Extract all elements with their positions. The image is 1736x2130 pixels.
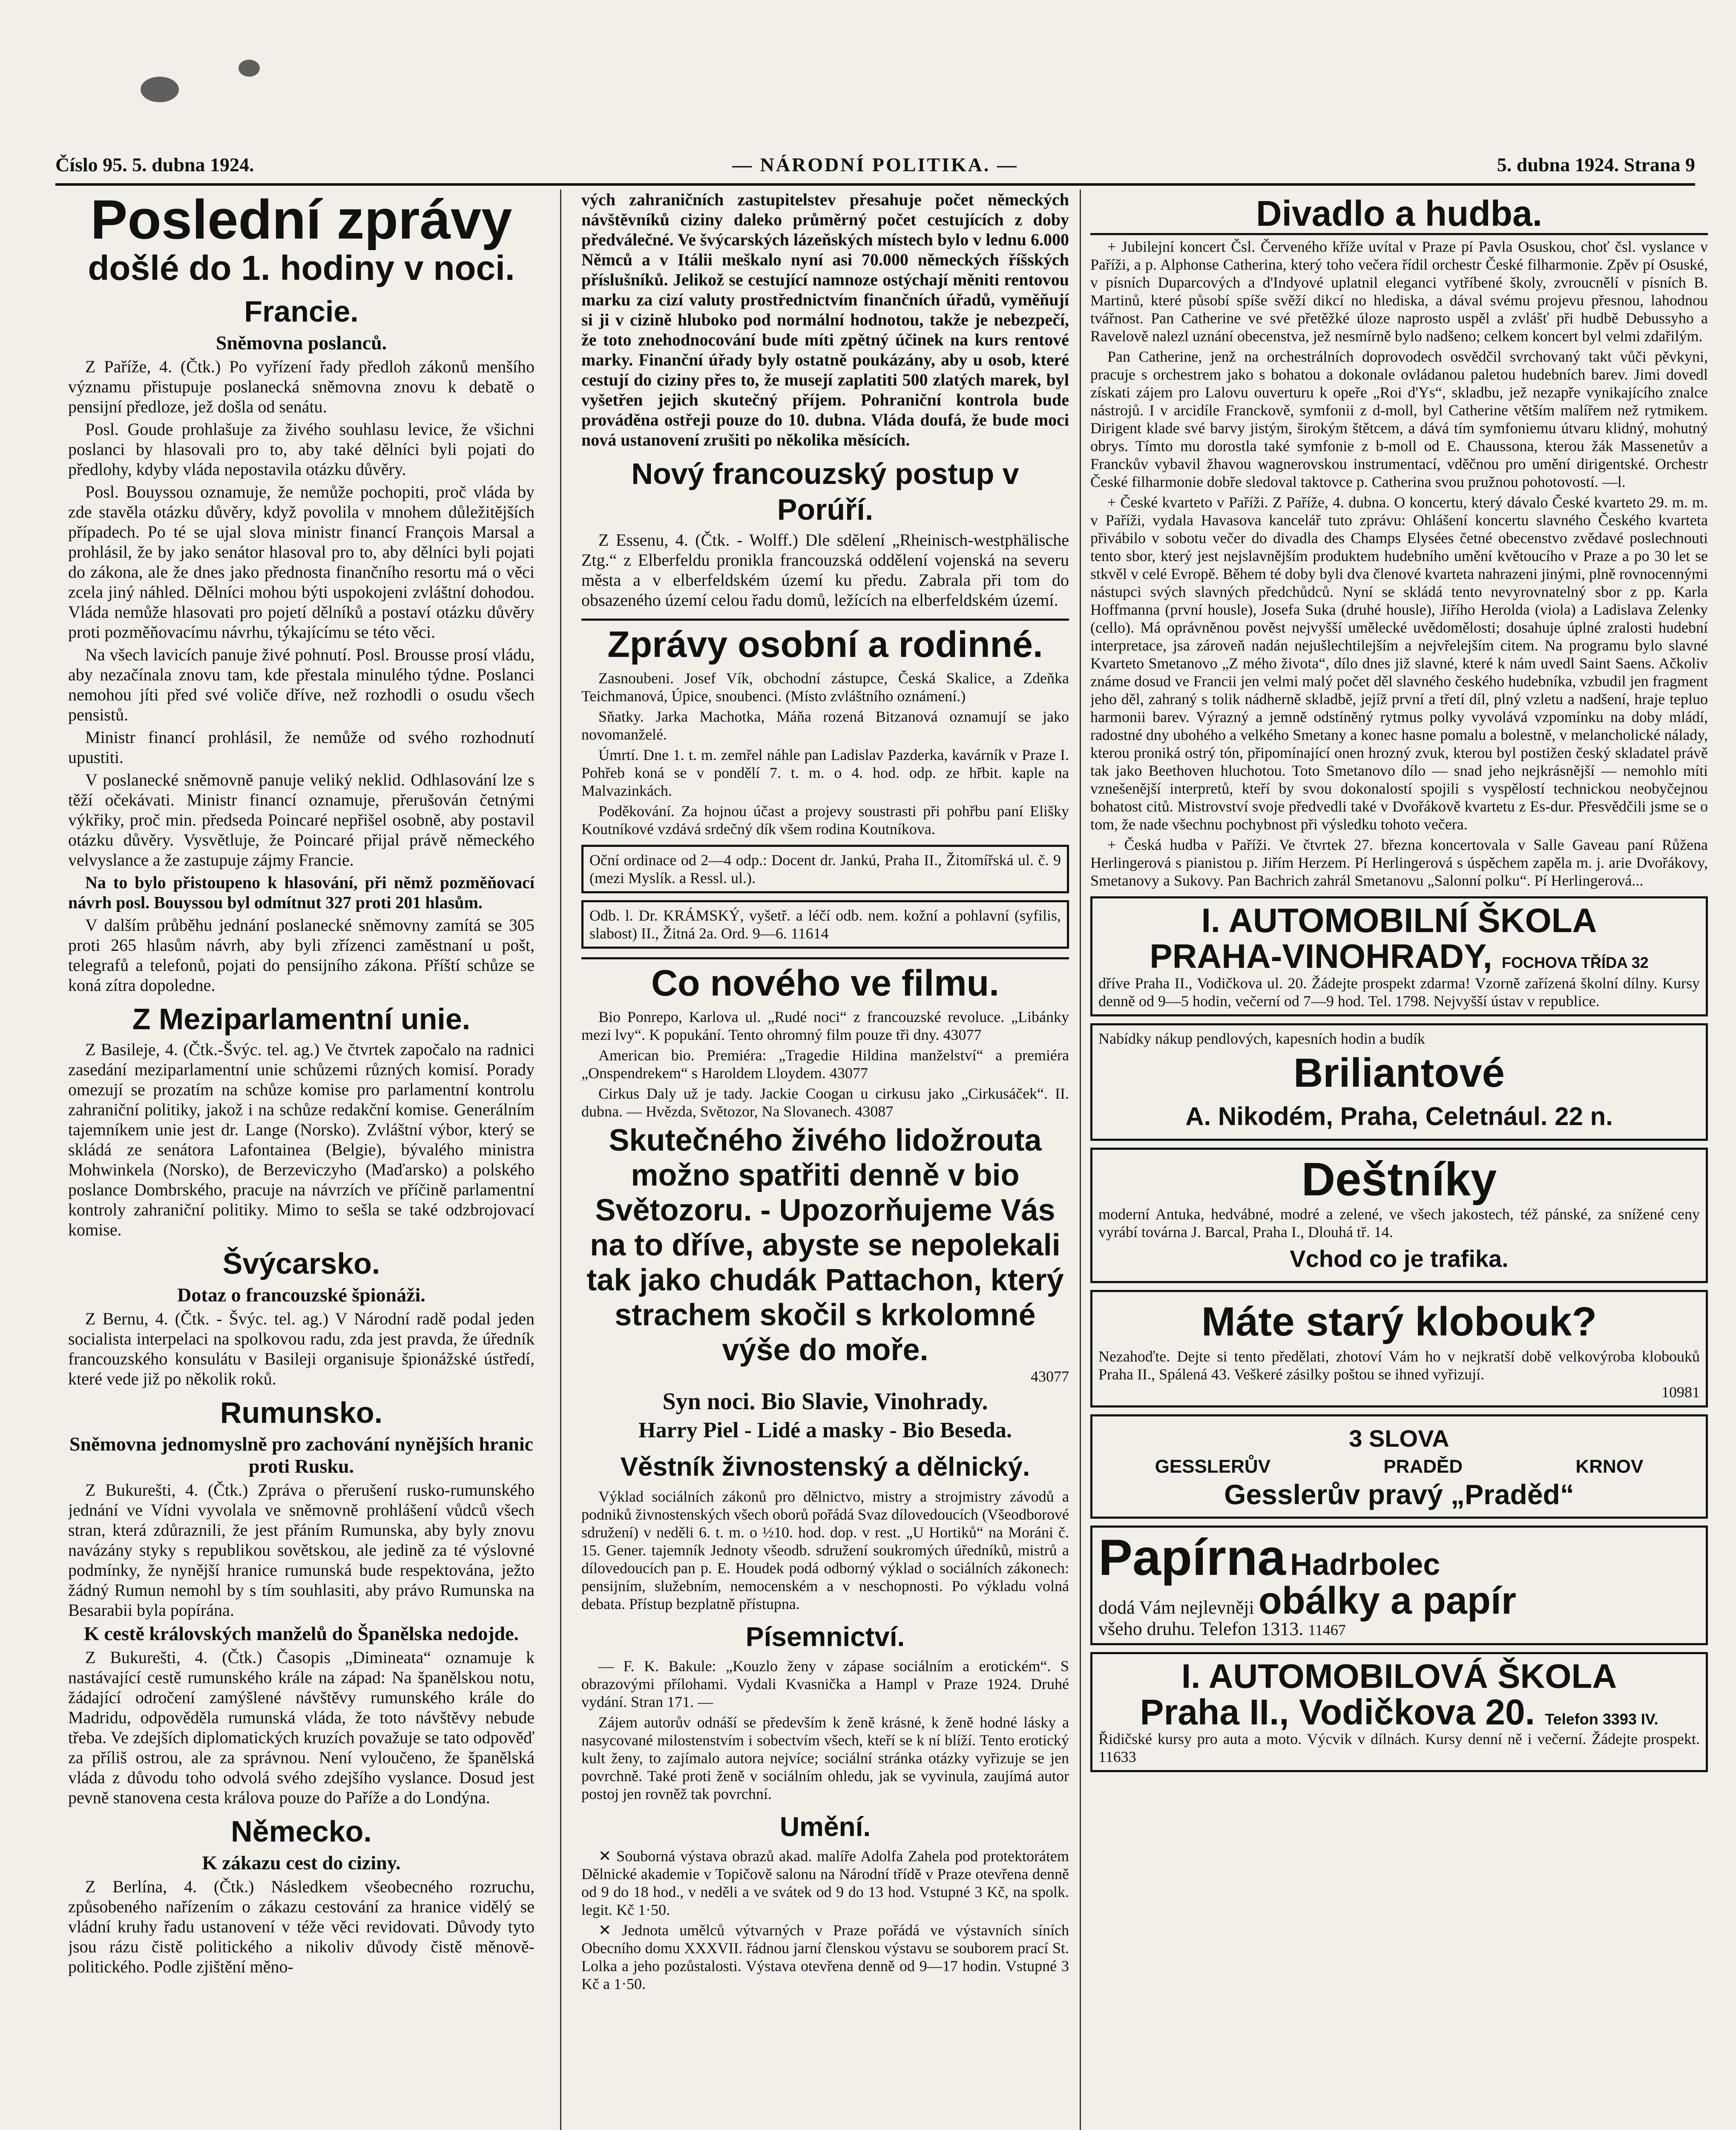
- paragraph: + Jubilejní koncert Čsl. Červeného kříže uvítal v Praze pí Pavla Osuskou, choť čsl. vyslance v Paříži, a p. Alphonse Catherina, který toho večera řídil orchestr České filharmonie. Zpěv pí Osuské, v písních Duparcových a d'Indyové uplatnil eleganci vytříbené školy, zvroucnělí v písních B. Martinů, které působí spíše svěží dikcí no hlediska, a dával svému projevu přesnou, lahodnou tvářnost. Pan Catherine ve své přetěžké úloze naprosto uspěl a zvlášť při hudbě Debussyho a Ravelově nalezl uznání obecenstva, jež nesmírně bylo nadšeno; celkem koncert byl velmi zdařilým.: [1090, 238, 1708, 345]
- paragraph: + České kvarteto v Paříži. Z Paříže, 4. dubna. O koncertu, který dávalo České kvarteto 29. m. m. v Paříži, vydala Havasova kancelář tuto zprávu: Ohlášení koncertu slavného Českého kvarteta přivábilo v sobotu večer do divadla des Champs Elysées četné obecenstvo zvědavé poslechnouti tento sbor, který jest nejslavnějším produktem hudebního umění květoucího v Praze a po 30 let se stkvěl v celé Evropě. Během té doby byli dva členové kvarteta nahrazeni jinými, plně rovnocennými nástupci svých slavných předchůdců. Nyní se skládá tento nevyrovnatelný sbor z pp. Karla Hoffmanna (první housle), Josefa Suka (druhé housle), Jiřího Herolda (viola) a Ladislava Zelenky (cello). Má oprávněnou pověst nejvyšší umělecké uvědomělosti; dosahuje úplné zralosti hudební interpretace, jsa zároveň nadán nejušlechtilejším a nejvřelejším citem. Na programu bylo slavné Kvarteto Smetanovo „Z mého života“, dílo dnes již slavné, které k nám uvedl Saint Saens. Ačkoliv známe dosud ve Francii jen velmi malý počet děl slavného českého hudebníka, vzbudil jen fragment jeho děl, zahraný s tolik nádherně skladbě, jejíž první a třetí díl, plný vzletu a nadšení, hraje tepluo harmonii barev. Výrazný a jemně odstíněný rytmus polky vyvolává vzpomínku na doby mládí, radostné dny ubohého a velkého Smetany a konec hasne pomalu a bolestně, v melancholické nálady, kterou proniká ostrý tón, připomínající onen hrozný zvuk, kterou byl postižen český skladatel právě tak jako Beethoven hluchotou. Toto Smetanovo dílo — snad jeho nejkrásnější — nemohlo míti vznešenější interpretů, kteří by svou dokonalostí spojili s vyspělostí technickou neobyčejnou bohatost citů. Mistrovství svoje předvedli také v Dvořákově kvartetu z Es-dur. Přesvědčili jsme se o tom, že nade všechnu pochybnost při výsledku tohoto večera.: [1090, 494, 1708, 833]
- issue-number: Číslo 95. 5. dubna 1924.: [55, 154, 254, 176]
- ad-number: 10981: [1661, 1384, 1700, 1401]
- ad-address: FOCHOVA TŘÍDA 32: [1502, 954, 1649, 971]
- ad-text: všeho druhu. Telefon 1313.: [1098, 1618, 1304, 1639]
- column-2: [581, 190, 1069, 2130]
- paragraph: Výklad sociálních zákonů pro dělnictvo, mistry a strojmistry závodů a podniků živnostenských všech oborů pořádá Svaz dílovedoucích (Všeodborové sdružení) v neděli 6. t. m. o ½10. hod. dop. v rest. „U Hortiků“ na Moráni č. 15. Gener. tajemník Jednoty všeodb. sdružení soukromých úředníků, mistrů a dílovedoucích pan p. E. Houdek podá odborný výklad o sociálních zákonech: pensijním, služebním, nemocenském a v neschopnosti. Po výkladu volná debata. Přístup bezplatně přístupna.: [581, 1488, 1069, 1612]
- paragraph: + Česká hudba v Paříži. Ve čtvrtek 27. března koncertovala v Salle Gaveau paní Růžena Herlingerová s pianistou p. Jiřím Herzem. Pí Herlingerová s úspěchem zapěla m. j. arie Dvořákovy, Smetanovy a Sukovy. Pan Bachrich zahrál Smetanovu „Salonní polku“. Pí Herlingerová...: [1090, 836, 1708, 889]
- ad-number: 11467: [1308, 1621, 1346, 1638]
- paragraph: vých zahraničních zastupitelstev přesahuje počet německých návštěvníků ciziny daleko průměrný počet cestujících z doby předválečné. Ve švýcarských lázeňských místech bylo v lednu 6.000 Němců a v Itálii meškalo nyní asi 70.000 německých říšských příslušníků. Jelikož se cestující namnoze ostýchají měniti rentovou marku za cizí valuty prostřednictvím finančních úřadů, vyměňují si ji v cizině hluboko pod normální hodnotou, takže je nebezpečí, že toto znehodnocování bude míti zpětný účinek na kurs rentové marky. Finanční úřady byly ostatně poukázány, aby u osob, které cestují do ciziny přes to, že musejí zaplatiti 500 zlatých marek, byl vyšetřen jejich skutečný příjem. Pohraniční kontrola bude prováděna ostřeji pouze do 10. dubna. Vláda doufá, že bude moci nová ustanovení zrušiti po několika měsících.: [581, 190, 1069, 449]
- newspaper-title: — NÁRODNÍ POLITIKA. —: [732, 154, 1018, 176]
- paragraph: Pan Catherine, jenž na orchestrálních doprovodech osvědčil svrchovaný takt vůči pěvkyni, pracuje s orchestrem jako s bohatou a dokonale ovládanou paletou hudebních barev. Jimi dovedl získati zájem pro Lalovu ouverturu k opeře „Roi d'Ys“, skladbu, jež nezapře vynikajícího znalce nástrojů. I v arcidíle Franckově, symfonii z d-moll, byl Catherine větším malířem než rytmikem. Dirigent klade své barvy jistým, širokým štětcem, a dává tím symfoniemu útvaru klidný, mohutný obrys. Tímto mu dorostla také symfonie z b-moll od E. Chaussona, kterou žák Massenetův a Franckův vybavil žhavou wagnerovskou instrumentací, vděčnou pro umění dirigentské. Orchestr České filharmonie dobře sledoval taktovce p. Catherina svou pružnou pohotovostí. —l.: [1090, 348, 1708, 490]
- paragraph: Ministr financí prohlásil, že nemůže od svého rozhodnutí upustiti.: [68, 728, 535, 767]
- column-rule: [560, 190, 561, 2130]
- paragraph: V poslanecké sněmovně panuje veliký neklid. Odhlasování lze s těží očekávati. Ministr financí oznamuje, přerušován četnými výkřiky, proč min. předseda Poincaré nepřišel osobně, aby postavil otázku důvěry. Vysvětluje, že Poincaré přijal právě německého velvyslance a že zastupuje zájmy Francie.: [68, 770, 535, 869]
- advertisement: Odb. l. Dr. KRÁMSKÝ, vyšetř. a léčí odb. nem. kožní a pohlavní (syfilis, slabost) II., Žitná 2a. Ord. 9—6. 11614: [581, 900, 1069, 949]
- section-title: Divadlo a hudba.: [1090, 196, 1708, 235]
- ad-address: Praha II., Vodičkova 20.: [1140, 1692, 1535, 1732]
- paragraph: ✕ Jednota umělců výtvarných v Praze pořádá ve výstavních síních Obecního domu XXXVII. řádnou jarní členskou výstavu se souborem prací St. Lolka a jeho pozůstalosti. Výstava otevřena denně od 9—17 hodin. Vstupné 3 Kč a 1·50.: [581, 1922, 1069, 1992]
- section-title: Z Meziparlamentní unie.: [132, 1002, 471, 1036]
- ad-title: [1098, 938, 1700, 974]
- paragraph: V dalším průběhu jednání poslanecké sněmovny zamítá se 305 proti 265 hlasům návrh, aby byli zřízenci zaměstnaní u pošt, telegrafů a telefonů, pojati do pensijního zákona. Příští schůze se koná zítra dopoledne.: [68, 915, 535, 995]
- cinema-line: Syn noci. Bio Slavie, Vinohrady.: [662, 1388, 988, 1415]
- ad-text: dodá Vám nejlevněji: [1098, 1597, 1254, 1618]
- section-subtitle: Dotaz o francouzské špionáži.: [177, 1284, 425, 1306]
- advertisement: Oční ordinace od 2—4 odp.: Docent dr. Jankú, Praha II., Žitomířská ul. č. 9 (mezi Myslík. a Ressl. ul.).: [581, 845, 1069, 893]
- ad-title: Hadrbolec: [1290, 1548, 1440, 1582]
- paragraph: Z Bukurešti, 4. (Čtk.) Časopis „Dimineata“ oznamuje k nastávající cestě rumunského krále na západ: Na španělskou notu, žádající odročení zamýšlené návštěvy rumunského krále do Madridu, odpověděla rumunská vláda, že toto návštěvy nebude třeba. Ve zdejších diplomatických kruzích považuje se tato odpověď za příliš ostrou, ale za správnou. Není vyloučeno, že španělská vláda z důvodu toho odvolá svého zdejšího vyslance. Dosud jest pevně stanovena cesta králova pouze do Paříže a do Londýna.: [68, 1648, 535, 1807]
- ad-title: Máte starý klobouk?: [1201, 1299, 1597, 1344]
- advertisement-driving-school-2: [1090, 1652, 1708, 1772]
- section-title: Umění.: [779, 1811, 871, 1842]
- paragraph: Poděkování. Za hojnou účast a projevy soustrasti při pohřbu paní Elišky Koutníkové vzdává srdečný dík všem rodina Koutníkova.: [581, 803, 1069, 838]
- paragraph: Zájem autorův odnáší se především k ženě krásné, k ženě hodné lásky a nasycované milostenstvím i sobectvím všech, kteří se k ní blíží. Tento erotický kult ženy, to zajímalo autora nejvíce; sociální stránka otázky vyřizuje se jen povrchně. Také proti ženě v sociálním ohledu, jak se vyvinula, zaujímá autor postoj jen rovněž tak povrchní.: [581, 1714, 1069, 1802]
- subheadline: došlé do 1. hodiny v noci.: [88, 249, 515, 288]
- advertisement-driving-school: [1090, 896, 1708, 1016]
- ad-phone: Telefon 3393 IV.: [1545, 1710, 1658, 1728]
- ad-word: KRNOV: [1575, 1456, 1644, 1477]
- section-title: Co nového ve filmu.: [581, 957, 1069, 1004]
- ad-text: Nabídky nákup pendlových, kapesních hodin a budík: [1098, 1030, 1425, 1047]
- paragraph: Cirkus Daly už je tady. Jackie Coogan u cirkusu jako „Cirkusáček“. II. dubna. — Hvězda, Světozor, Na Slovanech. 43087: [581, 1085, 1069, 1120]
- section-title: Věstník živnostenský a dělnický.: [620, 1452, 1030, 1482]
- paragraph: Sňatky. Jarka Machotka, Máňa rozená Bitzanová oznamují se jako novomanželé.: [581, 708, 1069, 743]
- paragraph: Zasnoubeni. Josef Vík, obchodní zástupce, Česká Skalice, a Zdeňka Teichmanová, Úpice, snoubenci. (Místo zvláštního oznámení.): [581, 670, 1069, 705]
- section-title: Písemnictví.: [745, 1621, 905, 1652]
- column-3: [1090, 190, 1708, 2130]
- ad-title: Gesslerův pravý „Praděd“: [1224, 1479, 1574, 1510]
- ad-number: 43077: [1031, 1368, 1069, 1385]
- paragraph: ✕ Souborná výstava obrazů akad. malíře Adolfa Zahela pod protektorátem Dělnické akademie v Topičově salonu na Národní třídě v Praze otevřena denně od 9 do 18 hod., v neděli a ve svátek od 9 do 13 hod. Vstupné 3 Kč, na spolk. legit. Kč 1·50.: [581, 1848, 1069, 1918]
- ad-words: [1098, 1456, 1700, 1477]
- page-number: 5. dubna 1924. Strana 9: [1497, 154, 1695, 176]
- ad-title: Deštníky: [1301, 1153, 1497, 1206]
- masthead: [55, 149, 1695, 186]
- section-title: Švýcarsko.: [222, 1247, 380, 1280]
- cinema-line: Harry Piel - Lidé a masky - Bio Beseda.: [638, 1418, 1012, 1442]
- ad-text: moderní Antuka, hedvábné, modré a zelené, ve všech jakostech, též pánské, za snížené ceny vyrábí továrna J. Barcal, Praha I., Dlouhá tř. 14.: [1098, 1206, 1700, 1241]
- section-subtitle: K cestě královských manželů do Španělska nedojde.: [83, 1623, 519, 1644]
- ad-text: Řidičské kursy pro auta a moto. Výcvik v dílnách. Kursy denní ně i večerní. Žádejte prospekt. 11633: [1098, 1730, 1700, 1765]
- ad-text: dříve Praha II., Vodičkova ul. 20. Žádejte prospekt zdarma! Vzorně zařízená školní dílny. Kursy denně od 9—5 hodin, večerní od 7—9 hod. Tel. 1798. Nejvyšší ústav v republice.: [1098, 975, 1700, 1010]
- ad-text: A. Nikodém, Praha, Celetnául. 22 n.: [1185, 1102, 1613, 1131]
- ad-title: I. AUTOMOBILNÍ ŠKOLA: [1201, 901, 1597, 939]
- ad-title: I. AUTOMOBILOVÁ ŠKOLA: [1181, 1657, 1617, 1695]
- section-title: Rumunsko.: [220, 1396, 383, 1429]
- column-1: [68, 190, 535, 2130]
- advertisement-jeweller: [1090, 1023, 1708, 1141]
- paragraph: Z Berlína, 4. (Čtk.) Následkem všeobecného rozruchu, způsobeného nařízením o zákazu cestování za hranice vidělý se vládní kruhy řadu ustanovení v téže věci revidovati. Důvody tyto jsou rázu čistě politického a nikoliv důvody čistě měnově-politického. Podle zjištění měno-: [68, 1877, 535, 1976]
- paragraph: American bio. Premiéra: „Tragedie Hildina manželství“ a premiéra „Onspendrekem“ s Haroldem Lloydem. 43077: [581, 1047, 1069, 1082]
- section-subtitle: Sněmovna jednomyslně pro zachování nynějších hranic proti Rusku.: [69, 1433, 534, 1477]
- cinema-advertisement: Skutečného živého lidožrouta možno spatřiti denně v bio Světozoru. - Upozorňujeme Vás na to dříve, abyste se nepolekali tak jako chudák Pattachon, který strachem skočil s krkolomné výše do moře.: [586, 1123, 1064, 1367]
- ad-title: Briliantové: [1293, 1050, 1505, 1096]
- paragraph: Z Bukurešti, 4. (Čtk.) Zpráva o přerušení rusko-rumunského jednání ve Vídni vyvolala ve sněmovně prohlášení vůdců všech stran, která zdůraznili, že jest přáním Rumunska, aby byly znovu navázány styky s republikou sovětskou, ale jedině za té výslovné podmínky, že nynější hranice rumunská bude respektována, ježto žádný Rumun nemohl by s tím souhlasiti, aby právo Rumunska na Besarabii byla popírána.: [68, 1480, 535, 1620]
- paragraph: Na to bylo přistoupeno k hlasování, při němž pozměňovací návrh posl. Bouyssou byl odmítnut 327 proti 201 hlasům.: [68, 873, 535, 912]
- section-title: Francie.: [244, 295, 359, 328]
- paragraph: Bio Ponrepo, Karlova ul. „Rudé noci“ z francouzské revoluce. „Libánky mezi lvy“. K popukání. Tento ohromný film pouze tři dny. 43077: [581, 1008, 1069, 1043]
- ink-spot: [141, 77, 179, 102]
- advertisement-umbrellas: [1090, 1148, 1708, 1283]
- ad-text: Nezahoďte. Dejte si tento předělati, zhotoví Vám ho v nejkratší době velkovýroba klobouků Praha II., Spálená 43. Veškeré zásilky poštou se ihned vyřizují.: [1098, 1348, 1700, 1383]
- ad-title: Papírna: [1098, 1529, 1286, 1586]
- paragraph: Posl. Goude prohlašuje za živého souhlasu levice, že všichni poslanci by hlasovali pro to, aby také dělníci byli pojati do předlohy, kdyby vláda nepostavila otázku důvěry.: [68, 420, 535, 479]
- section-subtitle: Sněmovna poslanců.: [216, 332, 387, 354]
- advertisement-liqueur: [1090, 1414, 1708, 1519]
- ad-title: 3 SLOVA: [1349, 1425, 1449, 1452]
- ink-spot: [239, 60, 260, 77]
- paragraph: Z Bernu, 4. (Čtk. - Švýc. tel. ag.) V Národní radě podal jeden socialista interpelaci na spolkovou radu, zda jest pravda, že úředník francouzského konsulátu v Basileji organisuje špionážské ústředí, které vede již po několik roků.: [68, 1309, 535, 1388]
- ad-word: PRADĚD: [1383, 1456, 1463, 1477]
- advertisement-hats: [1090, 1290, 1708, 1408]
- ad-title: [1098, 1694, 1700, 1730]
- paragraph: Z Paříže, 4. (Čtk.) Po vyřízení řady předloh zákonů menšího významu přistupuje poslanecká sněmovna znovu k debatě o pensijní předloze, jež došla od senátu.: [68, 357, 535, 416]
- ad-title: obálky a papír: [1258, 1580, 1516, 1622]
- paragraph: Posl. Bouyssou oznamuje, že nemůže pochopiti, proč vláda by zde stavěla otázku důvěry, když povolila v mnohem důležitějších případech. Po té se ujal slova ministr financí François Marsal a prohlásil, že by jako senátor hlasoval pro to, aby dělníci byli pojati do zákona, ale že dnes jako přednosta finančního resortu má o věci zcela jiný náhled. Dělníci mohou býti uspokojeni zvláštní dohodou. Vláda nemůže hlasovati pro pojetí dělníků a postaví otázku důvěry proti pozměňovacímu návrhu, týkajícímu se této věci.: [68, 482, 535, 642]
- section-subtitle: K zákazu cest do ciziny.: [202, 1852, 401, 1874]
- section-title: Zprávy osobní a rodinné.: [581, 619, 1069, 665]
- column-rule: [1080, 190, 1081, 2130]
- ad-text: Vchod co je trafika.: [1290, 1245, 1509, 1272]
- paragraph: Na všech lavicích panuje živé pohnutí. Posl. Brousse prosí vládu, aby nezačínala znovu tam, kde přestala minulého týdne. Poslanci nemohou jíti před své voliče dříve, než rozhodli o osudu všech pensistů.: [68, 645, 535, 724]
- paragraph: Úmrtí. Dne 1. t. m. zemřel náhle pan Ladislav Pazderka, kavárník v Praze I. Pohřeb koná se v pondělí 7. t. m. o 4. hod. odp. ze hřbit. kaple na Malvazinkách.: [581, 746, 1069, 799]
- ad-word: GESSLERŮV: [1155, 1456, 1271, 1477]
- section-title: Nový francouzský postup v Porúří.: [631, 457, 1019, 526]
- section-title: Německo.: [231, 1815, 372, 1848]
- advertisement-paper-mill: [1090, 1526, 1708, 1645]
- paragraph: Z Basileje, 4. (Čtk.-Švýc. tel. ag.) Ve čtvrtek započalo na radnici zasedání meziparlamentní unie schůzemi různých komisí. Porady omezují se prozatím na schůze komise pro parlamentní kontrolu zahraniční politiky, jakož i na schůze redakční komise. Generálním tajemníkem unie jest dr. Lange (Norsko). Zvláštní výbor, který se skládá ze senátora Lafontainea (Belgie), bývalého ministra Mohwinkela (Norsko), de Berzeviczyho (Maďarsko) a polského poslance Dombrského, pracuje na návrzích ve příčině parlamentní kontroly zahraniční politiky. Mimo to sešla se také odzbrojovací komise.: [68, 1040, 535, 1239]
- paragraph: Z Essenu, 4. (Čtk. - Wolff.) Dle sdělení „Rheinisch-westphälische Ztg.“ z Elberfeldu pronikla francouzská oddělení vojenská na severu města a v elberfeldském území ku předu. Zabrala při tom do obsazeného území celou řadu domů, ležících na elberfeldském území.: [581, 530, 1069, 610]
- ad-location: PRAHA-VINOHRADY,: [1150, 937, 1492, 975]
- paragraph: — F. K. Bakule: „Kouzlo ženy v zápase sociálním a erotickém“. S obrazovými přílohami. Vydali Kvasnička a Hampl v Praze 1924. Druhé vydání. Stran 171. —: [581, 1658, 1069, 1710]
- headline: Poslední zprávy: [90, 190, 512, 250]
